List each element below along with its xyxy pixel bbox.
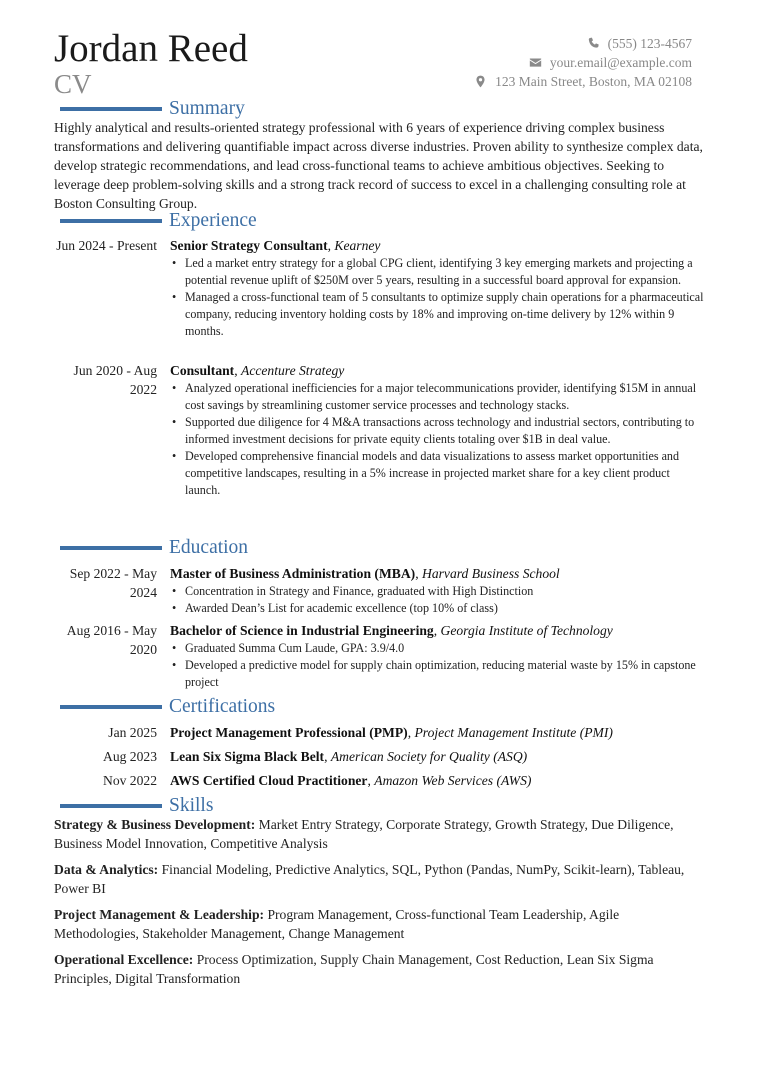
list-item: • Led a market entry strategy for a global CPG client, identifying 3 key emerging markets and projecting a potential revenue uplift of $250M over 5 years, resulting in a successful board approval for expansion. xyxy=(170,255,706,289)
skill-value: Process Optimization, Supply Chain Management, Cost Reduction, Lean Six Sigma Principles, Digital Transformation xyxy=(54,952,654,986)
skill-value: Market Entry Strategy, Corporate Strategy, Growth Strategy, Due Diligence, Business Model Innovation, Competitive Analysis xyxy=(54,817,674,851)
section-accent-bar xyxy=(60,804,162,808)
contact-address xyxy=(372,72,692,91)
skill-group xyxy=(54,815,706,853)
certification-name: Lean Six Sigma Black Belt xyxy=(170,749,325,764)
section-title: Education xyxy=(169,537,249,558)
list-item: • Graduated Summa Cum Laude, GPA: 3.9/4.0 xyxy=(170,640,706,657)
entry-heading: Lean Six Sigma Black Belt, American Society for Quality (ASQ) xyxy=(170,749,528,764)
entry-heading: Senior Strategy Consultant, Kearney xyxy=(170,238,381,253)
skill-group xyxy=(54,950,706,988)
entry-body xyxy=(170,621,706,691)
entry-date: Jun 2024 - Present xyxy=(56,238,157,253)
entry-body xyxy=(170,361,706,499)
bullet-list xyxy=(170,255,706,340)
degree-name: Master of Business Administration (MBA) xyxy=(170,566,416,581)
job-org: Accenture Strategy xyxy=(241,363,345,378)
section-accent-bar xyxy=(60,219,162,223)
skill-group xyxy=(54,905,706,943)
entry-date: Sep 2022 - May 2024 xyxy=(69,566,157,600)
certification-name: AWS Certified Cloud Practitioner xyxy=(170,773,368,788)
section-title: Certifications xyxy=(169,696,276,717)
school-name: Harvard Business School xyxy=(422,566,560,581)
certification-name: Project Management Professional (PMP) xyxy=(170,725,408,740)
entry-heading: AWS Certified Cloud Practitioner, Amazon Web Services (AWS) xyxy=(170,773,532,788)
job-role: Senior Strategy Consultant xyxy=(170,238,328,253)
section-experience-header xyxy=(60,209,257,233)
entry-heading: Bachelor of Science in Industrial Engineering, Georgia Institute of Technology xyxy=(170,623,613,638)
skill-value: Financial Modeling, Predictive Analytics, SQL, Python (Pandas, NumPy, Scikit-learn), Tableau, Power BI xyxy=(54,862,685,896)
certification-row xyxy=(54,771,714,793)
entry-date: Aug 2023 xyxy=(103,749,157,764)
list-item: • Managed a cross-functional team of 5 consultants to optimize supply chain operations for a pharmaceutical company, reducing inventory holding costs by 18% and improving on-time delivery by 12% within 9 months. xyxy=(170,289,706,340)
list-item: • Developed comprehensive financial models and data visualizations to assess market opportunities and competitive landscapes, resulting in a 5% increase in projected market share for a key client product launch. xyxy=(170,448,706,499)
entry-body xyxy=(170,564,706,617)
skill-label: Project Management & Leadership: xyxy=(54,907,265,922)
skill-label: Strategy & Business Development: xyxy=(54,817,256,832)
email-text[interactable]: your.email@example.com xyxy=(549,55,692,70)
section-education-header xyxy=(60,536,248,560)
certification-row xyxy=(54,747,714,769)
section-accent-bar xyxy=(60,705,162,709)
address-text: 123 Main Street, Boston, MA 02108 xyxy=(495,74,692,89)
job-role: Consultant xyxy=(170,363,235,378)
certification-issuer: Project Management Institute (PMI) xyxy=(414,725,613,740)
entry-body xyxy=(170,236,706,340)
section-certifications-header xyxy=(60,695,275,719)
section-title: Summary xyxy=(169,98,245,119)
contact-phone xyxy=(372,34,692,53)
map-pin-icon xyxy=(474,75,487,88)
skill-label: Operational Excellence: xyxy=(54,952,194,967)
summary-text: Highly analytical and results-oriented strategy professional with 6 years of experience driving complex business transformations and delivering quantifiable impact across diverse industries. Proven ability to synthesize complex data, develop strategic recommendations, and lead cross-functional teams to achieve ambitious objectives. Seeking to leverage deep problem-solving skills and a strong track record of success to excel in a challenging consulting role at Boston Consulting Group. xyxy=(54,120,703,211)
phone-text[interactable]: (555) 123-4567 xyxy=(607,36,692,51)
entry-heading: Project Management Professional (PMP), Project Management Institute (PMI) xyxy=(170,725,613,740)
certification-issuer: Amazon Web Services (AWS) xyxy=(374,773,532,788)
entry-date: Jun 2020 - Aug 2022 xyxy=(73,363,157,397)
skill-group xyxy=(54,860,706,898)
certification-row xyxy=(54,723,714,745)
bullet-list xyxy=(170,583,706,617)
school-name: Georgia Institute of Technology xyxy=(440,623,613,638)
candidate-name: Jordan Reed xyxy=(54,27,248,70)
entry-heading: Master of Business Administration (MBA), Harvard Business School xyxy=(170,566,560,581)
section-title: Experience xyxy=(169,210,257,231)
section-accent-bar xyxy=(60,546,162,550)
entry-date: Nov 2022 xyxy=(103,773,157,788)
bullet-list xyxy=(170,380,706,499)
list-item: • Concentration in Strategy and Finance, graduated with High Distinction xyxy=(170,583,706,600)
section-title: Skills xyxy=(169,795,214,816)
section-accent-bar xyxy=(60,107,162,111)
contact-email xyxy=(372,53,692,72)
phone-icon xyxy=(587,37,600,50)
list-item: • Developed a predictive model for supply chain optimization, reducing material waste by 15% in capstone project xyxy=(170,657,706,691)
entry-date: Jan 2025 xyxy=(108,725,157,740)
job-org: Kearney xyxy=(334,238,381,253)
entry-date: Aug 2016 - May 2020 xyxy=(66,623,157,657)
document-subtitle: CV xyxy=(54,69,92,99)
entry-heading: Consultant, Accenture Strategy xyxy=(170,363,345,378)
skill-label: Data & Analytics: xyxy=(54,862,159,877)
degree-name: Bachelor of Science in Industrial Engineering xyxy=(170,623,434,638)
certification-issuer: American Society for Quality (ASQ) xyxy=(330,749,528,764)
list-item: • Analyzed operational inefficiencies for a major telecommunications provider, identifying $15M in annual cost savings by streamlining customer service processes and technology stacks. xyxy=(170,380,706,414)
bullet-list xyxy=(170,640,706,691)
contact-block xyxy=(372,34,692,91)
skill-value: Program Management, Cross-functional Team Leadership, Agile Methodologies, Stakeholder Management, Change Management xyxy=(54,907,620,941)
envelope-icon xyxy=(529,56,542,69)
list-item: • Supported due diligence for 4 M&A transactions across technology and industrial sectors, contributing to informed investment decisions for private equity clients totaling over $1B in deal value. xyxy=(170,414,706,448)
list-item: • Awarded Dean’s List for academic excellence (top 10% of class) xyxy=(170,600,706,617)
